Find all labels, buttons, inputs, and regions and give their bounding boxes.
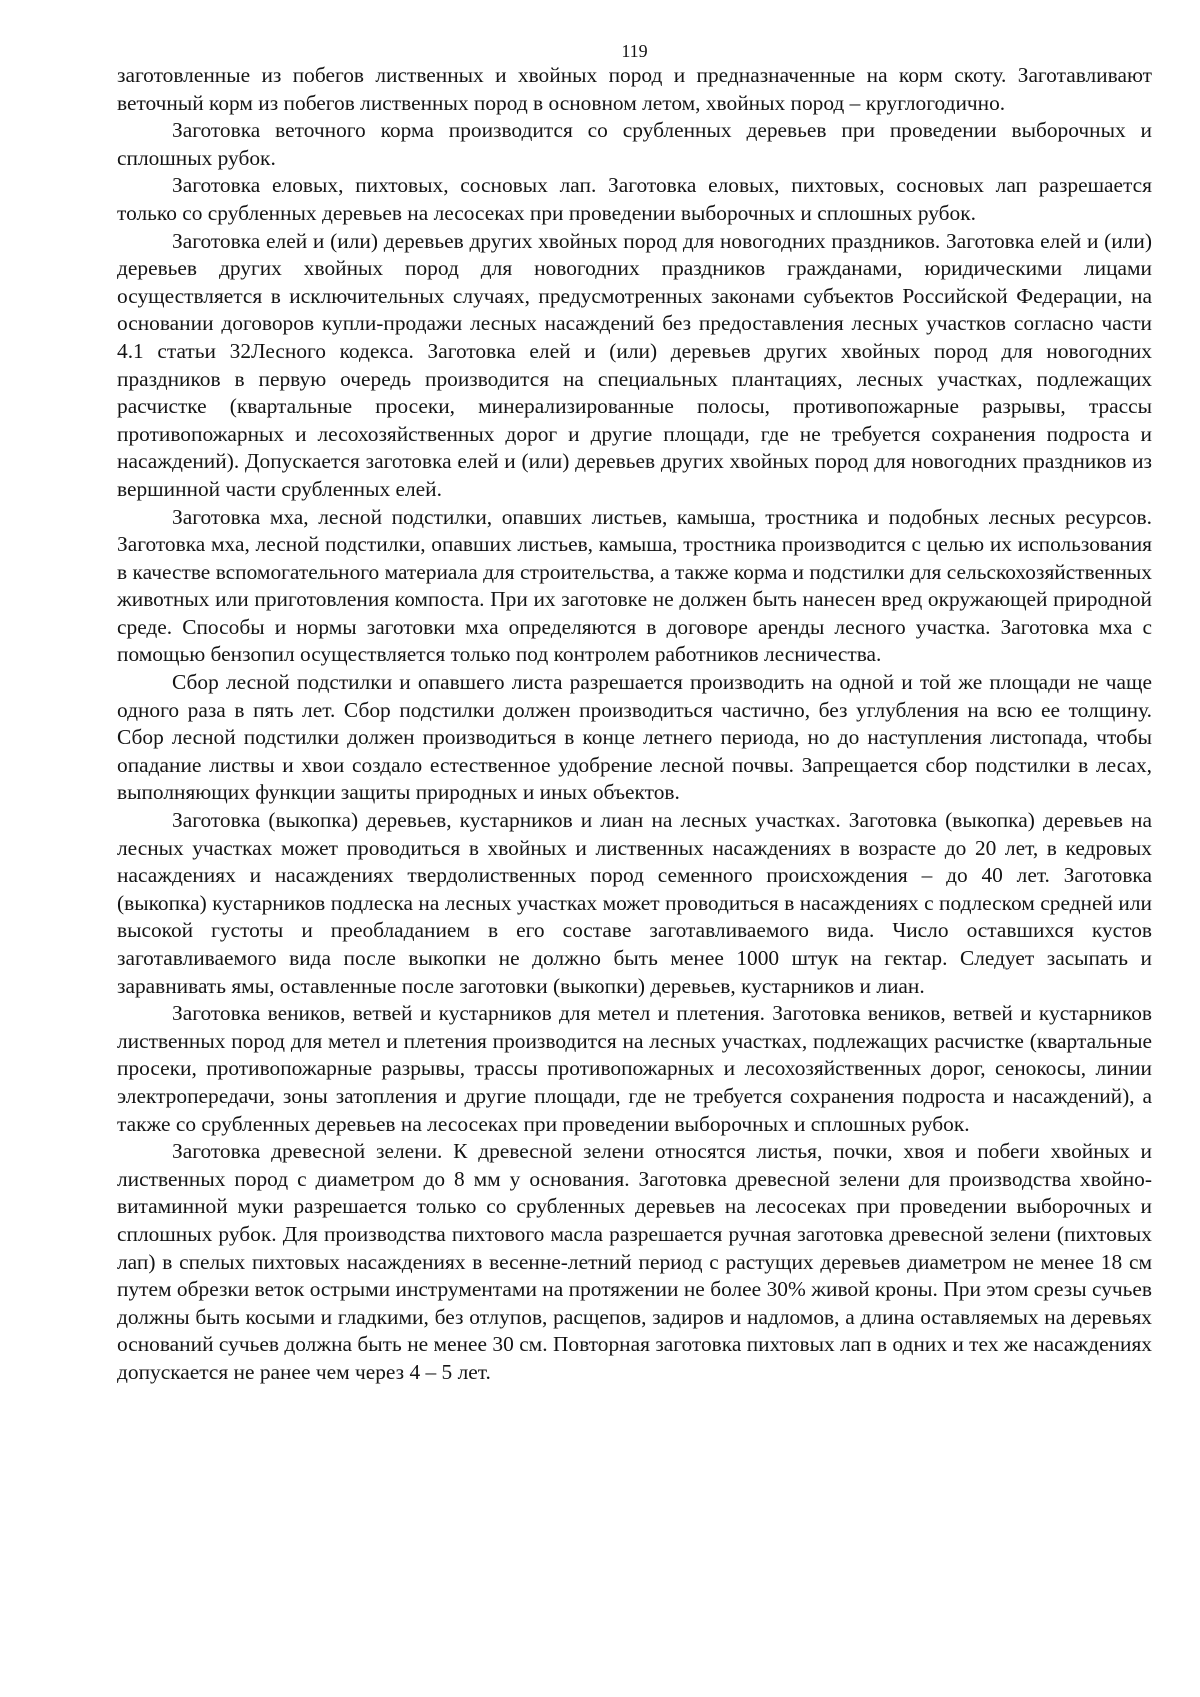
paragraph-conifer-paws: Заготовка еловых, пихтовых, сосновых лап. Заготовка еловых, пихтовых, сосновых лап разрешается только со срубленных деревьев на лесосеках при проведении выборочных и сплошных рубок. (117, 173, 1152, 225)
paragraph-wood-greenery: Заготовка древесной зелени. К древесной зелени относятся листья, почки, хвоя и побеги хвойных и лиственных пород с диаметром до 8 мм у основания. Заготовка древесной зелени для производства хвойно-витаминной муки разрешается только со срубленных деревьев на лесосеках при проведении выборочных и сплошных рубок. Для производства пихтового масла разрешается ручная заготовка древесной зелени (пихтовых лап) в спелых пихтовых насаждениях в весенне-летний период с растущих деревьев диаметром не менее 18 см путем обрезки веток острыми инструментами на протяжении не более 30% живой кроны. При этом срезы сучьев должны быть косыми и гладкими, без отлупов, расщепов, задиров и надломов, а длина оставляемых на деревьях оснований сучьев должна быть не менее 30 см. Повторная заготовка пихтовых лап в одних и тех же насаждениях допускается не ранее чем через 4 – 5 лет. (117, 1139, 1152, 1384)
paragraph-brooms-branches: Заготовка веников, ветвей и кустарников для метел и плетения. Заготовка веников, ветвей и кустарников лиственных пород для метел и плетения производится на лесных участках, подлежащих расчистке (квартальные просеки, противопожарные разрывы, трассы противопожарных и лесохозяйственных дорог, сенокосы, линии электропередачи, зоны затопления и другие площади, где не требуется сохранения подроста и насаждений), а также со срубленных деревьев на лесосеках при проведении выборочных и сплошных рубок. (117, 1001, 1152, 1136)
document-page (117, 40, 1152, 1387)
paragraph-branch-feed: Заготовка веточного корма производится со срубленных деревьев при проведении выборочных и сплошных рубок. (117, 118, 1152, 170)
paragraph-moss-litter: Заготовка мха, лесной подстилки, опавших листьев, камыша, тростника и подобных лесных ресурсов. Заготовка мха, лесной подстилки, опавших листьев, камыша, тростника производится с целью их использования в качестве вспомогательного материала для строительства, а также корма и подстилки для сельскохозяйственных животных или приготовления компоста. При их заготовке не должен быть нанесен вред окружающей природной среде. Способы и нормы заготовки мха определяются в договоре аренды лесного участка. Заготовка мха с помощью бензопил осуществляется только под контролем работников лесничества. (117, 504, 1152, 667)
paragraph-litter-collection: Сбор лесной подстилки и опавшего листа разрешается производить на одной и той же площади не чаще одного раза в пять лет. Сбор подстилки должен производиться частично, без углубления на всю ее толщину. Сбор лесной подстилки должен производиться в конце летнего периода, но до наступления листопада, чтобы опадание листвы и хвои создало естественное удобрение лесной почвы. Запрещается сбор подстилки в лесах, выполняющих функции защиты природных и иных объектов. (117, 670, 1152, 805)
page-number: 119 (621, 41, 648, 61)
paragraph-branch-feed-intro: заготовленные из побегов лиственных и хвойных пород и предназначенные на корм скоту. Заготавливают веточный корм из побегов лиственных пород в основном летом, хвойных пород – круглогодично. (117, 63, 1152, 115)
paragraph-digging-trees: Заготовка (выкопка) деревьев, кустарников и лиан на лесных участках. Заготовка (выкопка) деревьев на лесных участках может проводиться в хвойных и лиственных насаждениях в возрасте до 20 лет, в кедровых насаждениях и насаждениях твердолиственных пород семенного происхождения – до 40 лет. Заготовка (выкопка) кустарников подлеска на лесных участках может проводиться в насаждениях с подлеском средней или высокой густоты и преобладанием в его составе заготавливаемого вида. Число оставшихся кустов заготавливаемого вида после выкопки не должно быть менее 1000 штук на гектар. Следует засыпать и заравнивать ямы, оставленные после заготовки (выкопки) деревьев, кустарников и лиан. (117, 808, 1152, 998)
paragraph-new-year-trees: Заготовка елей и (или) деревьев других хвойных пород для новогодних праздников. Заготовка елей и (или) деревьев других хвойных пород для новогодних праздников гражданами, юридическими лицами осуществляется в исключительных случаях, предусмотренных законами субъектов Российской Федерации, на основании договоров купли-продажи лесных насаждений без предоставления лесных участков согласно части 4.1 статьи 32Лесного кодекса. Заготовка елей и (или) деревьев других хвойных пород для новогодних праздников в первую очередь производится на специальных плантациях, лесных участках, подлежащих расчистке (квартальные просеки, минерализированные полосы, противопожарные разрывы, трассы противопожарных и лесохозяйственных дорог и другие площади, где не требуется сохранения подроста и насаждений). Допускается заготовка елей и (или) деревьев других хвойных пород для новогодних праздников из вершинной части срубленных елей. (117, 228, 1152, 501)
